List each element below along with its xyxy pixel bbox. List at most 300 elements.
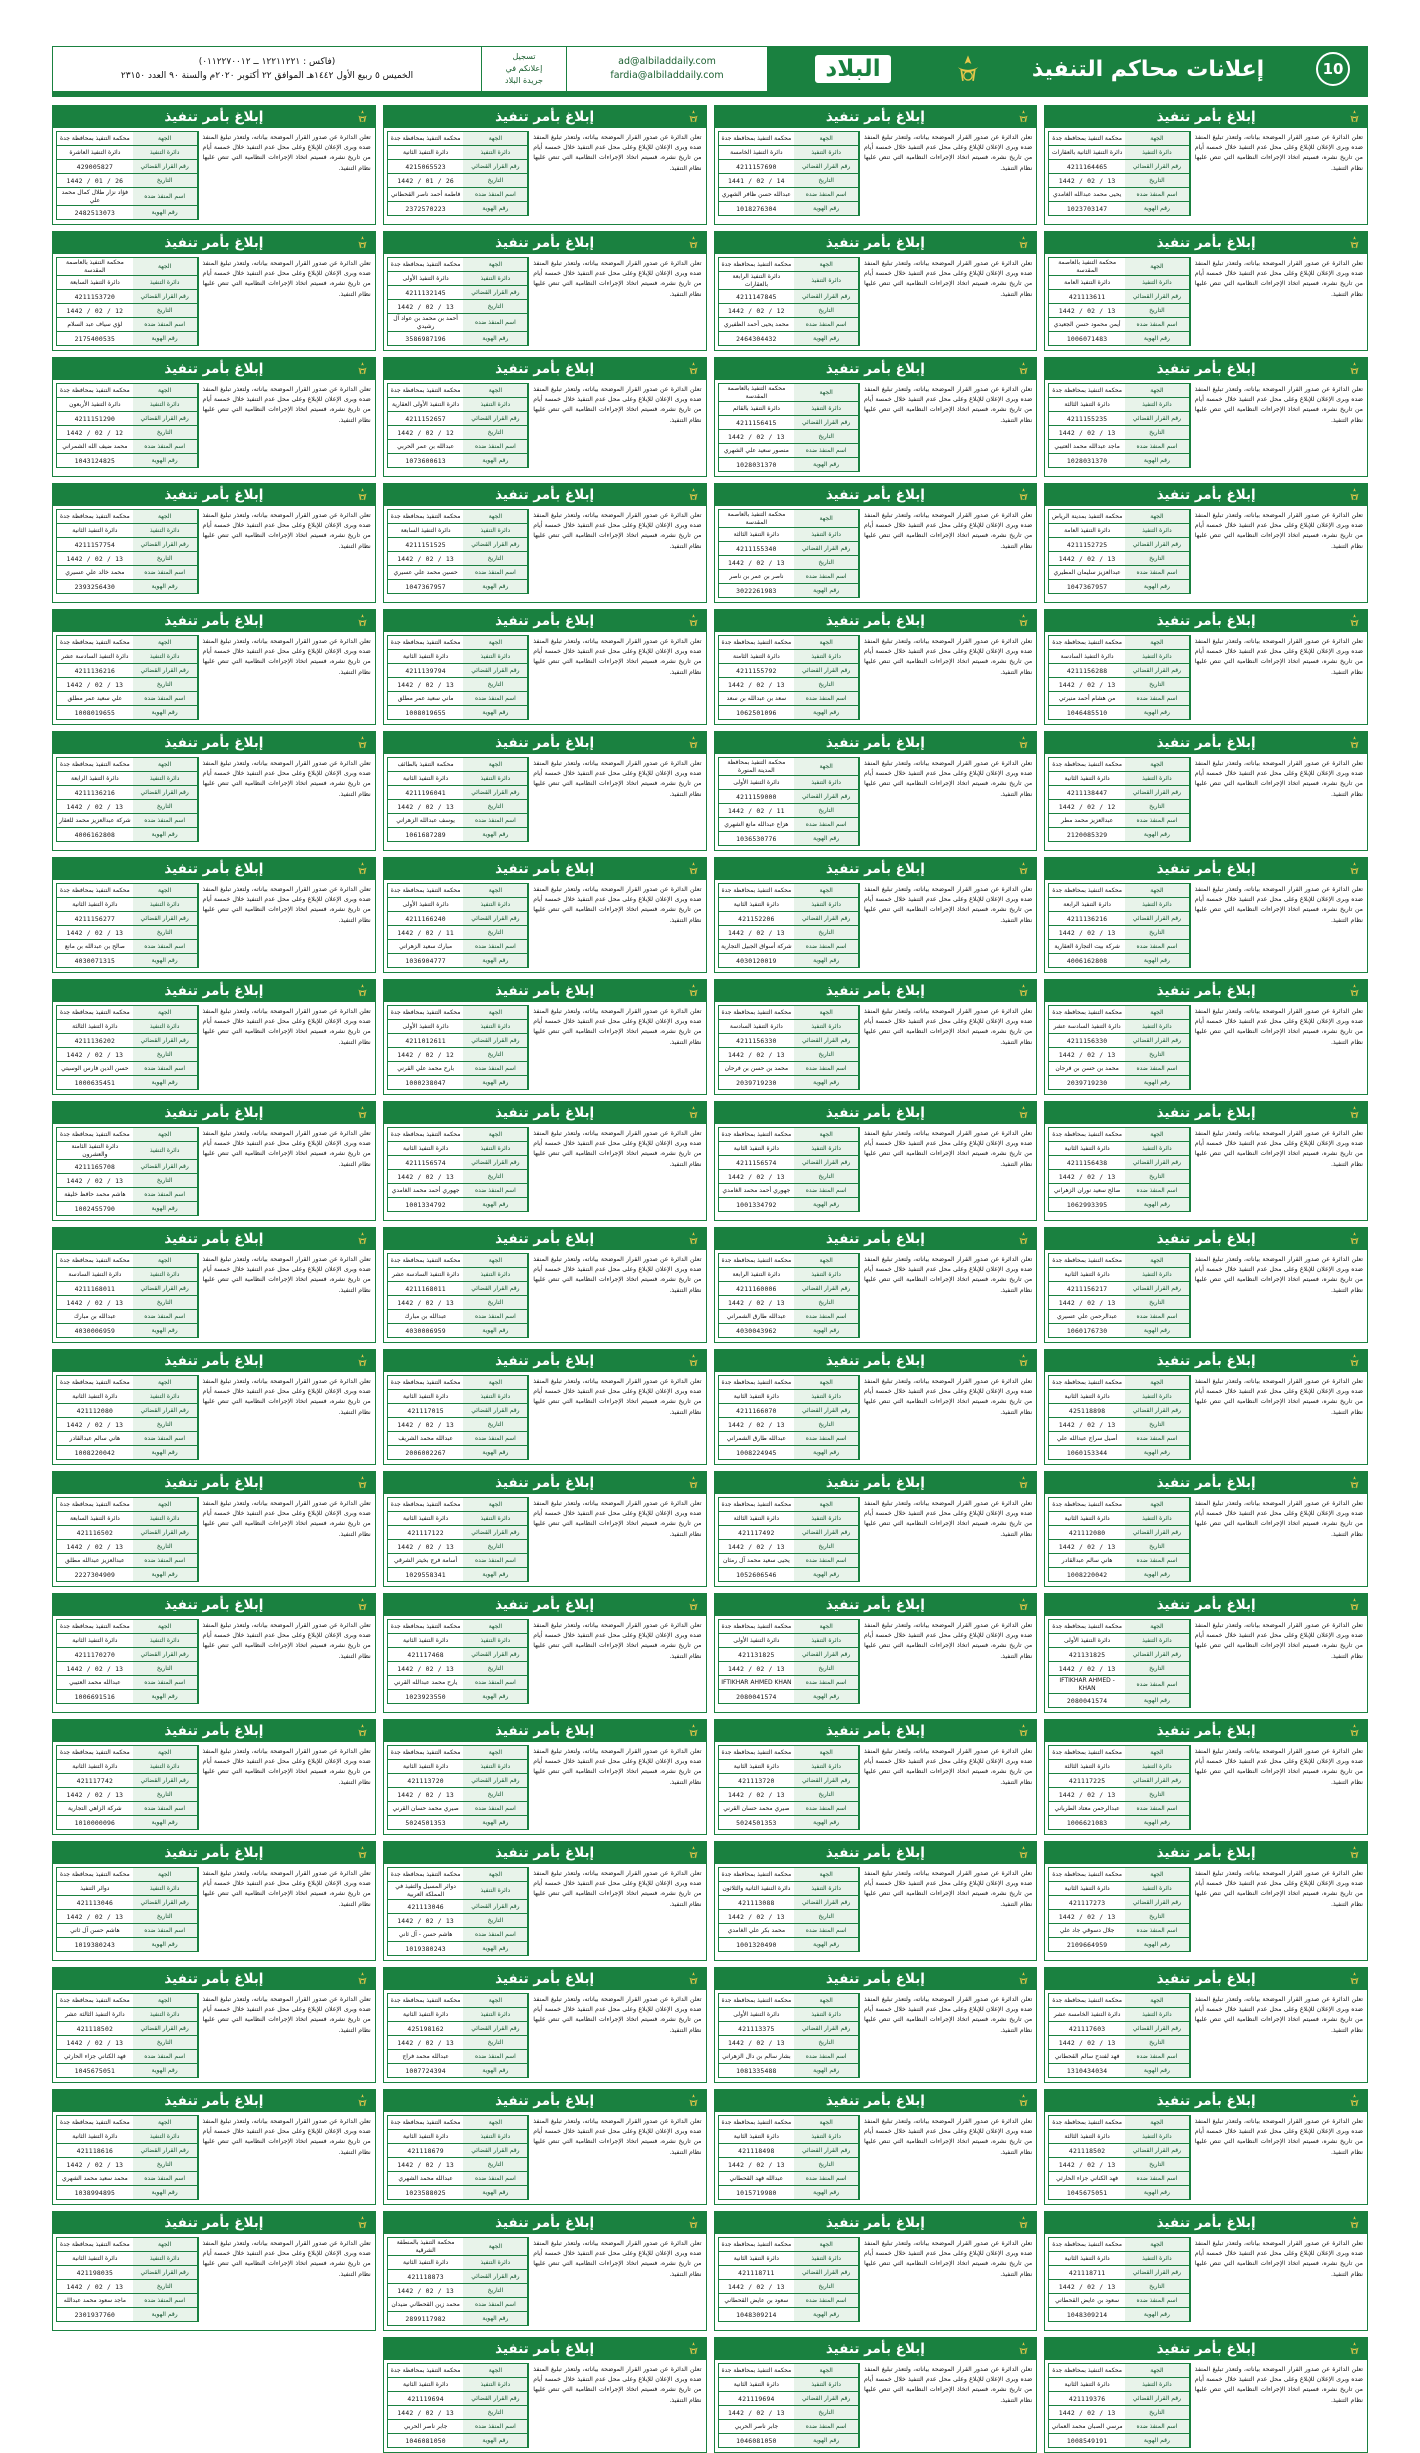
notice-card-title: إبلاغ بأمر تنفيذ <box>164 1845 264 1861</box>
identity-label: رقم الهوية <box>1125 454 1190 467</box>
table-row <box>718 2433 861 2448</box>
notice-paragraph: تعلن الدائرة عن صدور القرار الموضحة بياناته، ولتعذر تبليغ المنفذ ضده وبرى الإعلان للإبلاغ وعلى محل عدم التنفيذ خلال خمسة أيام من تاريخ نشره، فسيتم اتخاذ الإجراءات النظامية التي تنص عليها نظام التنفيذ. <box>864 1256 1033 1294</box>
authority-label: الجهة <box>1125 884 1190 897</box>
date-value: 13 / 02 / 1442 <box>397 1790 454 1799</box>
notices-grid <box>52 105 1368 2453</box>
table-row <box>1048 565 1191 579</box>
decision-label: رقم القرار القضائي <box>1125 2392 1190 2405</box>
table-row <box>387 2237 530 2255</box>
table-row <box>1048 1909 1191 1923</box>
emblem-icon <box>354 1104 371 1121</box>
notice-card-header <box>384 1228 706 1250</box>
notice-card-header <box>384 1842 706 1864</box>
notice-card <box>714 1471 1038 1587</box>
identity-value: 2899117982 <box>405 2314 446 2323</box>
identity-value: 2482513073 <box>74 208 116 217</box>
notice-card <box>714 483 1038 603</box>
notice-table <box>718 1127 861 1212</box>
notice-card-title: إبلاغ بأمر تنفيذ <box>164 1475 264 1491</box>
notice-card-title: إبلاغ بأمر تنفيذ <box>164 1353 264 1369</box>
notice-card <box>52 857 376 973</box>
emblem-icon <box>354 234 371 251</box>
table-row <box>1048 2171 1191 2185</box>
table-row <box>56 439 199 453</box>
identity-value: 5024501353 <box>405 1818 446 1827</box>
notice-card-header <box>53 1102 375 1124</box>
emblem-icon <box>1015 1104 1032 1121</box>
decision-label: رقم القرار القضائي <box>463 160 528 173</box>
defendant-value: فؤاد نزار طلال كمال محمد علي <box>61 189 129 204</box>
date-value: 13 / 02 / 1442 <box>728 928 785 937</box>
notice-card-header <box>384 1102 706 1124</box>
emblem-icon <box>354 1596 371 1613</box>
table-row <box>718 1909 861 1923</box>
table-row <box>387 1005 530 1019</box>
notice-card-title: إبلاغ بأمر تنفيذ <box>495 361 595 377</box>
emblem-icon <box>685 612 702 629</box>
table-row <box>56 2129 199 2143</box>
table-row <box>718 691 861 705</box>
table-row <box>1048 1197 1191 1212</box>
decision-label: رقم القرار القضائي <box>1125 1648 1190 1661</box>
defendant-value: عبدالعزيز محمد مطر <box>1061 816 1114 824</box>
table-row <box>387 271 530 285</box>
table-row <box>718 803 861 817</box>
notice-card-header <box>715 732 1037 754</box>
table-row <box>1048 757 1191 771</box>
notice-card <box>1044 231 1368 351</box>
identity-label: رقم الهوية <box>463 1690 528 1703</box>
notice-table <box>387 1127 530 1212</box>
date-label: التاريخ <box>1125 174 1190 187</box>
notice-table <box>718 1867 861 1952</box>
authority-label: الجهة <box>133 1620 198 1633</box>
decision-value: 421113046 <box>407 1902 444 1911</box>
notice-paragraph: تعلن الدائرة عن صدور القرار الموضحة بياناته، ولتعذر تبليغ المنفذ ضده وبرى الإعلان للإبلاغ وعلى محل عدم التنفيذ خلال خمسة أيام من تاريخ نشره، فسيتم اتخاذ الإجراءات النظامية التي تنص عليها نظام التنفيذ. <box>202 260 371 298</box>
table-row <box>56 1127 199 1141</box>
authority-value: محكمة التنفيذ بمحافظة جدة <box>59 512 130 520</box>
notice-card-title: إبلاغ بأمر تنفيذ <box>825 1597 925 1613</box>
authority-value: محكمة التنفيذ بمحافظة جدة <box>390 134 461 142</box>
decision-label: رقم القرار القضائي <box>1125 538 1190 551</box>
notice-card-title: إبلاغ بأمر تنفيذ <box>825 1475 925 1491</box>
table-row <box>387 1511 530 1525</box>
notice-paragraph: تعلن الدائرة عن صدور القرار الموضحة بياناته، ولتعذر تبليغ المنفذ ضده وبرى الإعلان للإبلاغ وعلى محل عدم التنفيذ خلال خمسة أيام من تاريخ نشره، فسيتم اتخاذ الإجراءات النظامية التي تنص عليها نظام التنفيذ. <box>202 886 371 924</box>
notice-card-header <box>384 2338 706 2360</box>
identity-label: رقم الهوية <box>133 2064 198 2077</box>
court-label: دائرة التنفيذ <box>463 1020 528 1033</box>
defendant-value: عبدالله بن عمر الحربي <box>397 442 455 450</box>
notice-paragraph: تعلن الدائرة عن صدور القرار الموضحة بياناته، ولتعذر تبليغ المنفذ ضده وبرى الإعلان للإبلاغ وعلى محل عدم التنفيذ خلال خمسة أيام من تاريخ نشره، فسيتم اتخاذ الإجراءات النظامية التي تنص عليها نظام التنفيذ. <box>533 1378 702 1416</box>
notice-card <box>383 2211 707 2331</box>
defendant-label: اسم المنفذ ضده <box>794 1184 859 1197</box>
identity-value: 1045675051 <box>1066 2188 1108 2197</box>
date-value: 13 / 02 / 1442 <box>728 1664 785 1673</box>
table-row <box>718 2007 861 2021</box>
table-row <box>1048 883 1191 897</box>
table-row <box>718 953 861 968</box>
identity-label: رقم الهوية <box>133 1324 198 1337</box>
table-row <box>387 551 530 565</box>
notice-paragraph: تعلن الدائرة عن صدور القرار الموضحة بياناته، ولتعذر تبليغ المنفذ ضده وبرى الإعلان للإبلاغ وعلى محل عدم التنفيذ خلال خمسة أيام من تاريخ نشره، فسيتم اتخاذ الإجراءات النظامية التي تنص عليها نظام التنفيذ. <box>864 2118 1033 2156</box>
identity-value: 1015719980 <box>736 2188 777 2197</box>
decision-value: 421118502 <box>1068 2146 1106 2155</box>
date-value: 13 / 02 / 1442 <box>1058 554 1116 563</box>
contact-emails <box>566 46 768 92</box>
identity-value: 1060176730 <box>1066 1326 1108 1335</box>
table-row <box>387 1253 530 1267</box>
table-row <box>718 1633 861 1647</box>
court-value: دائرة التنفيذ الرابعة <box>71 774 119 782</box>
authority-value: محكمة التنفيذ بمحافظة جدة <box>1052 1748 1122 1756</box>
defendant-label: اسم المنفذ ضده <box>794 1802 859 1815</box>
defendant-label: اسم المنفذ ضده <box>794 940 859 953</box>
table-row <box>718 1445 861 1460</box>
table-row <box>1048 453 1191 468</box>
table-row <box>718 883 861 897</box>
decision-value: 4211160006 <box>736 1284 777 1293</box>
table-row <box>387 1773 530 1787</box>
table-row <box>718 2293 861 2307</box>
table-row <box>1048 1619 1191 1633</box>
table-row <box>1048 1403 1191 1417</box>
date-value: 13 / 02 / 1442 <box>728 680 785 689</box>
identity-value: 1036904777 <box>405 956 446 965</box>
authority-value: محكمة التنفيذ بمحافظة جدة <box>59 2118 130 2126</box>
notice-card-body <box>53 880 375 972</box>
table-row <box>56 1675 199 1689</box>
notice-card-header <box>1045 358 1367 380</box>
notice-card-body <box>715 1372 1037 1464</box>
notice-card-body <box>715 506 1037 602</box>
defendant-label: اسم المنفذ ضده <box>1125 1554 1190 1567</box>
notice-card <box>383 1349 707 1465</box>
authority-value: محكمة التنفيذ بمحافظة جدة <box>1052 2366 1122 2374</box>
decision-label: رقم القرار القضائي <box>463 1156 528 1169</box>
court-value: دائرة التنفيذ الثانية <box>403 652 449 660</box>
notice-card <box>383 357 707 477</box>
authority-label: الجهة <box>794 636 859 649</box>
table-row <box>718 555 861 569</box>
notice-table <box>387 757 530 842</box>
table-row <box>387 1689 530 1704</box>
identity-label: رقم الهوية <box>463 1942 528 1955</box>
table-row <box>718 1675 861 1689</box>
notice-card-body <box>53 2234 375 2326</box>
notice-card-header <box>715 1720 1037 1742</box>
identity-value: 2301937760 <box>74 2310 116 2319</box>
notice-card <box>52 357 376 477</box>
notice-card <box>52 731 376 851</box>
table-row <box>56 1993 199 2007</box>
court-label: دائرة التنفيذ <box>463 2378 528 2391</box>
notice-paragraph: تعلن الدائرة عن صدور القرار الموضحة بياناته، ولتعذر تبليغ المنفذ ضده وبرى الإعلان للإبلاغ وعلى محل عدم التنفيذ خلال خمسة أيام من تاريخ نشره، فسيتم اتخاذ الإجراءات النظامية التي تنص عليها نظام التنفيذ. <box>1194 760 1363 798</box>
decision-value: 4211147845 <box>736 292 777 301</box>
table-row <box>718 817 861 831</box>
defendant-label: اسم المنفذ ضده <box>133 814 198 827</box>
court-label: دائرة التنفيذ <box>1125 1512 1190 1525</box>
court-value: دائرة التنفيذ السادسة <box>68 1270 122 1278</box>
table-row <box>1048 397 1191 411</box>
court-label: دائرة التنفيذ <box>794 776 859 789</box>
table-row <box>387 331 530 346</box>
decision-value: 421117603 <box>1068 2024 1106 2033</box>
table-row <box>1048 201 1191 216</box>
table-row <box>718 1815 861 1830</box>
table-row <box>56 383 199 397</box>
identity-value: 2080041574 <box>736 1692 777 1701</box>
table-row <box>387 1867 530 1881</box>
court-value: دائرة التنفيذ الثانية <box>403 774 449 782</box>
decision-label: رقم القرار القضائي <box>133 664 198 677</box>
decision-label: رقم القرار القضائي <box>794 160 859 173</box>
notice-card-header <box>1045 610 1367 632</box>
notice-paragraph: تعلن الدائرة عن صدور القرار الموضحة بياناته، ولتعذر تبليغ المنفذ ضده وبرى الإعلان للإبلاغ وعلى محل عدم التنفيذ خلال خمسة أيام من تاريخ نشره، فسيتم اتخاذ الإجراءات النظامية التي تنص عليها نظام التنفيذ. <box>533 260 702 298</box>
decision-value: 421117273 <box>1068 1898 1106 1907</box>
court-label: دائرة التنفيذ <box>133 276 198 289</box>
notice-card <box>1044 1349 1368 1465</box>
identity-label: رقم الهوية <box>794 832 859 845</box>
court-value: دائرة التنفيذ الثالثة <box>1064 1762 1110 1770</box>
emblem-icon <box>685 982 702 999</box>
identity-value: 1038994895 <box>74 2188 116 2197</box>
date-label: التاريخ <box>1125 926 1190 939</box>
notice-paragraph: تعلن الدائرة عن صدور القرار الموضحة بياناته، ولتعذر تبليغ المنفذ ضده وبرى الإعلان للإبلاغ وعلى محل عدم التنفيذ خلال خمسة أيام من تاريخ نشره، فسيتم اتخاذ الإجراءات النظامية التي تنص عليها نظام التنفيذ. <box>202 1622 371 1660</box>
table-row <box>387 1787 530 1801</box>
decision-value: 4211155340 <box>736 544 777 553</box>
defendant-label: اسم المنفذ ضده <box>133 566 198 579</box>
notice-card-header <box>1045 1720 1367 1742</box>
date-value: 13 / 02 / 1442 <box>397 680 454 689</box>
emblem-icon <box>1015 1596 1032 1613</box>
table-row <box>718 1183 861 1197</box>
table-row <box>1048 1867 1191 1881</box>
table-row <box>56 131 199 145</box>
notice-table <box>56 383 199 468</box>
defendant-value: يوسف عبدالله الزهراني <box>396 816 455 824</box>
notice-card-header <box>715 1594 1037 1616</box>
logo-text: البلاد <box>815 55 890 83</box>
date-label: التاريخ <box>133 1174 198 1187</box>
defendant-label: اسم المنفذ ضده <box>1125 2294 1190 2307</box>
notice-card-header <box>53 484 375 506</box>
notice-card-title: إبلاغ بأمر تنفيذ <box>825 1971 925 1987</box>
table-row <box>1048 2035 1191 2049</box>
table-row <box>1048 1375 1191 1389</box>
notice-card-title: إبلاغ بأمر تنفيذ <box>495 1475 595 1491</box>
date-value: 12 / 02 / 1442 <box>66 428 124 437</box>
identity-label: رقم الهوية <box>794 2434 859 2447</box>
table-row <box>387 2311 530 2326</box>
authority-label: الجهة <box>463 384 528 397</box>
court-value: دائرة التنفيذ الثانية <box>733 1392 779 1400</box>
table-row <box>1048 705 1191 720</box>
date-label: التاريخ <box>1125 1662 1190 1675</box>
authority-value: محكمة التنفيذ بمحافظة جدة <box>390 1500 461 1508</box>
table-row <box>718 331 861 346</box>
notice-table <box>387 2363 530 2448</box>
decision-value: 421198035 <box>76 2268 114 2277</box>
table-row <box>1048 1323 1191 1338</box>
emblem-icon <box>1015 1722 1032 1739</box>
notice-card <box>714 609 1038 725</box>
notice-card <box>714 2211 1038 2331</box>
emblem-icon <box>354 2092 371 2109</box>
notice-card <box>52 1719 376 1835</box>
emblem-icon <box>685 234 702 251</box>
table-row <box>1048 939 1191 953</box>
notice-card-body <box>715 2360 1037 2452</box>
decision-label: رقم القرار القضائي <box>794 1282 859 1295</box>
court-label: دائرة التنفيذ <box>133 398 198 411</box>
court-label: دائرة التنفيذ <box>1125 1020 1190 1033</box>
notice-card <box>52 483 376 603</box>
identity-label: رقم الهوية <box>133 1202 198 1215</box>
table-row <box>1048 911 1191 925</box>
notice-card <box>383 1967 707 2083</box>
table-row <box>56 2171 199 2185</box>
notice-card-body <box>384 2112 706 2204</box>
notice-card <box>714 105 1038 225</box>
court-value: دائرة التنفيذ الثانية <box>72 1762 118 1770</box>
notice-card-body <box>715 1124 1037 1216</box>
notice-paragraph: تعلن الدائرة عن صدور القرار الموضحة بياناته، ولتعذر تبليغ المنفذ ضده وبرى الإعلان للإبلاغ وعلى محل عدم التنفيذ خلال خمسة أيام من تاريخ نشره، فسيتم اتخاذ الإجراءات النظامية التي تنص عليها نظام التنفيذ. <box>864 1378 1033 1416</box>
decision-value: 4211156574 <box>405 1158 446 1167</box>
court-value: دائرة التنفيذ الخامسة عشر <box>1053 2010 1121 2018</box>
court-label: دائرة التنفيذ <box>463 1142 528 1155</box>
table-row <box>387 813 530 827</box>
notice-card-title: إبلاغ بأمر تنفيذ <box>1156 361 1256 377</box>
notice-card <box>714 979 1038 1095</box>
notice-card-header <box>384 358 706 380</box>
table-row <box>1048 1281 1191 1295</box>
table-row <box>1048 1497 1191 1511</box>
table-row <box>1048 677 1191 691</box>
table-row <box>56 579 199 594</box>
table-row <box>718 569 861 583</box>
table-row <box>1048 509 1191 523</box>
authority-value: محكمة التنفيذ بمحافظة جدة <box>721 1256 792 1264</box>
defendant-value: عبدالله طارق الشمراني <box>726 1434 786 1442</box>
court-value: دائرة التنفيذ الخامسة <box>730 148 783 156</box>
date-label: التاريخ <box>794 1540 859 1553</box>
authority-label: الجهة <box>463 2238 528 2255</box>
date-value: 13 / 02 / 1442 <box>397 1916 454 1925</box>
notice-table <box>387 635 530 720</box>
table-row <box>718 2063 861 2078</box>
date-value: 26 / 01 / 1442 <box>66 176 124 185</box>
authority-value: محكمة التنفيذ بالعاصمة المقدسة <box>1058 259 1117 274</box>
decision-label: رقم القرار القضائي <box>463 786 528 799</box>
notice-card-body <box>53 506 375 598</box>
notice-card-title: إبلاغ بأمر تنفيذ <box>164 613 264 629</box>
date-value: 13 / 02 / 1442 <box>397 2160 454 2169</box>
date-value: 13 / 02 / 1442 <box>728 2282 785 2291</box>
defendant-value: بارح محمد علي القرني <box>397 1064 454 1072</box>
authority-value: محكمة التنفيذ بمحافظة جدة <box>390 1378 461 1386</box>
notice-card <box>1044 2211 1368 2331</box>
court-value: دائرة التنفيذ الثالثة <box>1064 2132 1110 2140</box>
decision-label: رقم القرار القضائي <box>794 1156 859 1169</box>
table-row <box>1048 1633 1191 1647</box>
table-row <box>718 173 861 187</box>
date-value: 13 / 02 / 1442 <box>1058 928 1116 937</box>
notice-card-title: إبلاغ بأمر تنفيذ <box>164 2215 264 2231</box>
table-row <box>718 1253 861 1267</box>
defendant-label: اسم المنفذ ضده <box>1125 2420 1190 2433</box>
notice-card-header <box>1045 484 1367 506</box>
court-value: دائرة التنفيذ الثالثة عشر <box>65 2010 125 2018</box>
decision-label: رقم القرار القضائي <box>133 1282 198 1295</box>
table-row <box>56 2279 199 2293</box>
notice-card <box>714 1841 1038 1961</box>
notice-card-body <box>53 754 375 846</box>
court-label: دائرة التنفيذ <box>794 528 859 541</box>
notice-card-header <box>384 1350 706 1372</box>
authority-label: الجهة <box>794 1128 859 1141</box>
identity-label: رقم الهوية <box>1125 2434 1190 2447</box>
date-label: التاريخ <box>794 2280 859 2293</box>
identity-label: رقم الهوية <box>133 954 198 967</box>
decision-label: رقم القرار القضائي <box>794 542 859 555</box>
date-label: التاريخ <box>1125 1048 1190 1061</box>
notice-card-body <box>715 1002 1037 1094</box>
authority-label: الجهة <box>794 2364 859 2377</box>
notice-table <box>387 383 530 468</box>
authority-value: محكمة التنفيذ بمحافظة جدة <box>59 1500 130 1508</box>
notice-table <box>1048 635 1191 720</box>
date-label: التاريخ <box>463 1048 528 1061</box>
decision-label: رقم القرار القضائي <box>133 290 198 303</box>
table-row <box>56 523 199 537</box>
notice-table <box>1048 757 1191 842</box>
table-row <box>387 1047 530 1061</box>
decision-value: 421118616 <box>76 2146 114 2155</box>
notice-card-header <box>715 106 1037 128</box>
court-label: دائرة التنفيذ <box>1125 276 1190 289</box>
notice-table <box>1048 1619 1191 1708</box>
notice-table <box>56 2237 199 2322</box>
table-row <box>1048 1815 1191 1830</box>
decision-value: 4211156217 <box>1066 1284 1108 1293</box>
defendant-label: اسم المنفذ ضده <box>1125 1432 1190 1445</box>
defendant-label: اسم المنفذ ضده <box>794 1554 859 1567</box>
table-row <box>387 663 530 677</box>
defendant-label: اسم المنفذ ضده <box>133 318 198 331</box>
table-row <box>387 1127 530 1141</box>
court-value: دائرة التنفيذ الثانية بالعقارات <box>1051 148 1123 156</box>
defendant-label: اسم المنفذ ضده <box>133 1188 198 1201</box>
authority-label: الجهة <box>463 1254 528 1267</box>
table-row <box>56 705 199 720</box>
notice-card <box>1044 2089 1368 2205</box>
notice-card-title: إبلاغ بأمر تنفيذ <box>825 2093 925 2109</box>
court-label: دائرة التنفيذ <box>1125 1882 1190 1895</box>
table-row <box>387 1155 530 1169</box>
court-label: دائرة التنفيذ <box>1125 1268 1190 1281</box>
defendant-label: اسم المنفذ ضده <box>1125 318 1190 331</box>
date-label: التاريخ <box>794 1296 859 1309</box>
defendant-label: اسم المنفذ ضده <box>463 2420 528 2433</box>
notice-table <box>1048 1127 1191 1212</box>
authority-label: الجهة <box>794 2238 859 2251</box>
date-value: 13 / 02 / 1442 <box>397 2286 454 2295</box>
identity-value: 1046081050 <box>405 2436 446 2445</box>
notice-table <box>718 1253 861 1338</box>
authority-value: محكمة التنفيذ بمحافظة جدة <box>59 134 130 142</box>
table-row <box>718 1539 861 1553</box>
table-row <box>387 1525 530 1539</box>
